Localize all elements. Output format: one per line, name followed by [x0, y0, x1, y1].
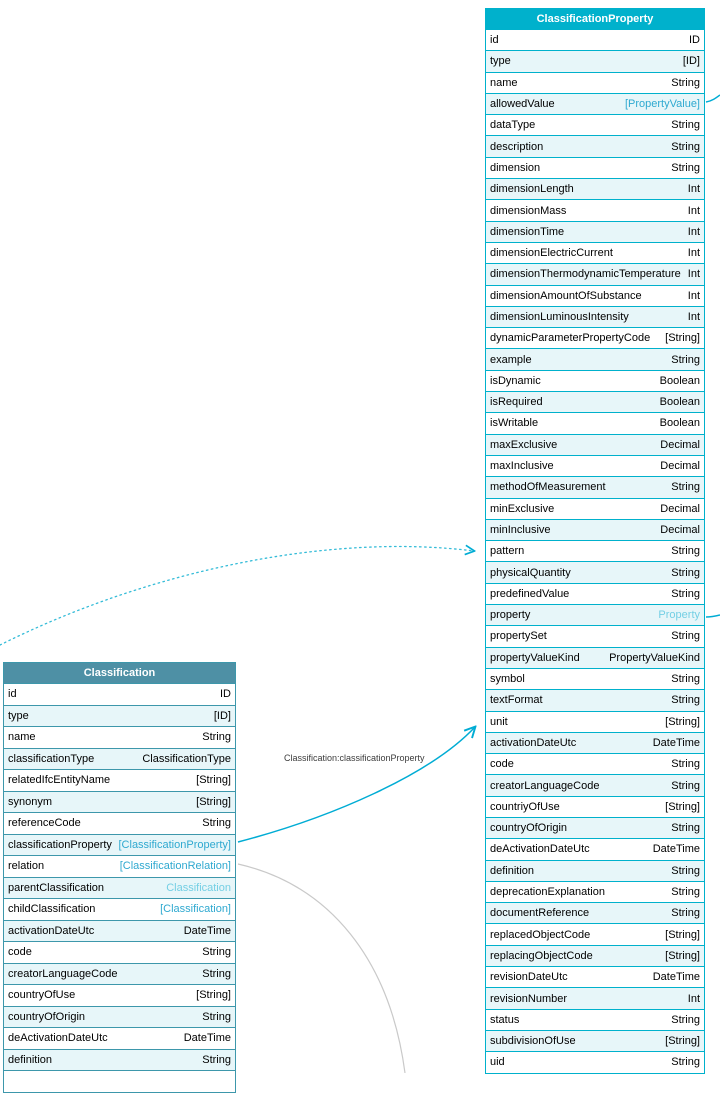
field-name: type: [490, 55, 511, 68]
field-name: synonym: [8, 795, 53, 808]
field-row[interactable]: [486, 263, 704, 284]
field-type: String: [671, 779, 700, 792]
field-name: status: [490, 1013, 520, 1026]
field-name: minExclusive: [490, 502, 555, 515]
field-name: dataType: [490, 119, 536, 132]
field-row[interactable]: [4, 705, 235, 727]
entity-classification-title[interactable]: Classification: [4, 663, 235, 683]
field-row[interactable]: [486, 945, 704, 966]
field-type: Decimal: [660, 460, 700, 473]
field-name: deActivationDateUtc: [8, 1032, 108, 1045]
field-row[interactable]: [486, 732, 704, 753]
field-name: deActivationDateUtc: [490, 843, 590, 856]
field-row[interactable]: [486, 923, 704, 944]
field-name: dimension: [490, 161, 541, 174]
field-name: countryOfOrigin: [8, 1010, 86, 1023]
field-name: revisionNumber: [490, 992, 568, 1005]
field-name: dimensionThermodynamicTemperature: [490, 268, 681, 281]
field-name: dimensionMass: [490, 204, 567, 217]
field-row[interactable]: [486, 285, 704, 306]
field-type: [String]: [196, 795, 231, 808]
field-type: String: [202, 1053, 231, 1066]
field-name: id: [8, 688, 17, 701]
field-row[interactable]: [4, 877, 235, 899]
field-name: code: [8, 946, 32, 959]
field-type: [String]: [196, 774, 231, 787]
field-type: ID: [220, 688, 231, 701]
field-type: Int: [687, 247, 700, 260]
field-name: allowedValue: [490, 98, 555, 111]
field-row[interactable]: [486, 1051, 704, 1072]
field-name: referenceCode: [8, 817, 81, 830]
field-row[interactable]: [486, 625, 704, 646]
edge-relation-curve: [238, 864, 405, 1073]
field-name: replacingObjectCode: [490, 949, 593, 962]
field-type: String: [671, 587, 700, 600]
field-type: String: [202, 946, 231, 959]
field-name: activationDateUtc: [8, 924, 95, 937]
edge-property-stub: [706, 615, 720, 617]
field-name: definition: [8, 1053, 53, 1066]
field-type: String: [671, 864, 700, 877]
field-type: DateTime: [183, 924, 231, 937]
field-name: activationDateUtc: [490, 736, 577, 749]
field-type: Int: [687, 289, 700, 302]
field-row[interactable]: [4, 683, 235, 705]
field-name: replacedObjectCode: [490, 928, 591, 941]
field-type-link[interactable]: Property: [658, 609, 700, 622]
field-name: classificationType: [8, 752, 95, 765]
field-row[interactable]: [486, 519, 704, 540]
field-row[interactable]: [486, 476, 704, 497]
field-name: dimensionLength: [490, 183, 574, 196]
edge-allowedvalue-stub: [706, 95, 720, 102]
field-type: ID: [689, 34, 700, 47]
field-row[interactable]: [486, 93, 704, 114]
field-name: pattern: [490, 545, 525, 558]
field-row[interactable]: [486, 391, 704, 412]
field-name: maxInclusive: [490, 460, 554, 473]
field-row[interactable]: [486, 583, 704, 604]
field-name: uid: [490, 1056, 505, 1069]
field-name: countryOfOrigin: [490, 822, 568, 835]
field-type: String: [671, 630, 700, 643]
field-name: predefinedValue: [490, 587, 570, 600]
field-type: Int: [687, 183, 700, 196]
field-type: String: [671, 140, 700, 153]
field-type: Boolean: [659, 374, 700, 387]
field-name: name: [490, 76, 518, 89]
field-row[interactable]: [486, 1009, 704, 1030]
field-type: [String]: [665, 715, 700, 728]
field-type: DateTime: [183, 1032, 231, 1045]
field-type: String: [671, 822, 700, 835]
entity-classificationproperty[interactable]: [485, 8, 705, 1074]
field-type: String: [671, 1013, 700, 1026]
field-row[interactable]: [486, 412, 704, 433]
field-row[interactable]: [486, 711, 704, 732]
field-name: symbol: [490, 673, 525, 686]
field-name: minInclusive: [490, 523, 551, 536]
field-name: name: [8, 731, 36, 744]
entity-classification-rows: [4, 683, 235, 1092]
field-type: [String]: [665, 1035, 700, 1048]
field-name: dynamicParameterPropertyCode: [490, 332, 651, 345]
field-type-link[interactable]: Classification: [166, 881, 231, 894]
field-type: Decimal: [660, 438, 700, 451]
field-type: String: [671, 76, 700, 89]
field-row[interactable]: [486, 796, 704, 817]
field-name: physicalQuantity: [490, 566, 571, 579]
field-type: Decimal: [660, 523, 700, 536]
field-row[interactable]: [486, 114, 704, 135]
field-type: String: [671, 673, 700, 686]
field-type: [String]: [665, 800, 700, 813]
field-row[interactable]: [486, 178, 704, 199]
field-row[interactable]: [4, 1049, 235, 1071]
field-type: [ID]: [682, 55, 700, 68]
field-type: String: [671, 1056, 700, 1069]
field-type-link[interactable]: [PropertyValue]: [624, 98, 700, 111]
field-row[interactable]: [486, 157, 704, 178]
field-type: PropertyValueKind: [609, 651, 700, 664]
field-row[interactable]: [4, 791, 235, 813]
field-row[interactable]: [486, 561, 704, 582]
field-type: ClassificationType: [142, 752, 231, 765]
field-type: Int: [687, 311, 700, 323]
field-name: description: [490, 140, 544, 153]
field-row[interactable]: [486, 817, 704, 838]
field-name: relation: [8, 860, 45, 873]
field-name: relatedIfcEntityName: [8, 774, 111, 787]
field-row[interactable]: [4, 941, 235, 963]
field-row[interactable]: [4, 855, 235, 877]
field-name: maxExclusive: [490, 438, 558, 451]
field-name: dimensionAmountOfSubstance: [490, 289, 642, 302]
field-row[interactable]: [4, 1070, 235, 1092]
field-row[interactable]: [486, 434, 704, 455]
field-type: String: [202, 967, 231, 980]
entity-classificationproperty-rows: [486, 29, 704, 1073]
field-type: String: [202, 1010, 231, 1023]
field-name: classificationProperty: [8, 838, 112, 851]
field-type: String: [671, 119, 700, 132]
field-name: creatorLanguageCode: [8, 967, 118, 980]
field-type: String: [671, 545, 700, 558]
field-row[interactable]: [4, 1006, 235, 1028]
field-type: [String]: [665, 928, 700, 941]
field-row[interactable]: [4, 920, 235, 942]
field-name: subdivisionOfUse: [490, 1035, 576, 1048]
edge-label: Classification:classificationProperty: [284, 753, 425, 763]
field-row[interactable]: [486, 370, 704, 391]
field-name: deprecationExplanation: [490, 886, 605, 899]
field-type: [String]: [196, 989, 231, 1002]
entity-classificationproperty-title[interactable]: ClassificationProperty: [486, 9, 704, 29]
field-type: String: [202, 731, 231, 744]
edge-classificationproperty-association: [238, 727, 475, 842]
field-name: dimensionElectricCurrent: [490, 247, 613, 260]
field-type-link[interactable]: [ClassificationRelation]: [119, 860, 231, 873]
field-type: String: [202, 817, 231, 830]
field-row[interactable]: [4, 748, 235, 770]
field-row[interactable]: [486, 604, 704, 625]
field-type: DateTime: [652, 843, 700, 856]
field-row[interactable]: [4, 812, 235, 834]
field-type: Int: [687, 268, 700, 281]
field-row[interactable]: [4, 984, 235, 1006]
field-row[interactable]: [4, 726, 235, 748]
edge-dotted-classification-to-pattern: [0, 547, 474, 645]
field-row[interactable]: [4, 834, 235, 856]
field-type: [ID]: [213, 709, 231, 722]
field-type: String: [671, 161, 700, 174]
field-type: String: [671, 907, 700, 920]
field-row[interactable]: [486, 987, 704, 1008]
field-name: dimensionLuminousIntensity: [490, 311, 629, 323]
field-name: parentClassification: [8, 881, 104, 894]
field-row[interactable]: [486, 221, 704, 242]
field-name: propertyValueKind: [490, 651, 580, 664]
entity-classification[interactable]: [3, 662, 236, 1093]
field-type: Int: [687, 204, 700, 217]
field-row[interactable]: [486, 242, 704, 263]
field-name: code: [490, 758, 514, 771]
field-name: example: [490, 353, 532, 366]
field-row[interactable]: [486, 774, 704, 795]
field-type-link[interactable]: [Classification]: [160, 903, 231, 916]
field-row[interactable]: [486, 540, 704, 561]
field-row[interactable]: [486, 668, 704, 689]
field-row[interactable]: [486, 306, 704, 327]
field-name: documentReference: [490, 907, 590, 920]
field-row[interactable]: [486, 966, 704, 987]
field-row[interactable]: [486, 689, 704, 710]
field-type-link[interactable]: [ClassificationProperty]: [118, 838, 231, 851]
field-row[interactable]: [4, 769, 235, 791]
field-row[interactable]: [486, 72, 704, 93]
field-name: methodOfMeasurement: [490, 481, 606, 494]
field-type: DateTime: [652, 736, 700, 749]
field-name: unit: [490, 715, 508, 728]
field-type: Boolean: [659, 396, 700, 409]
field-row[interactable]: [4, 1027, 235, 1049]
field-type: [String]: [665, 332, 700, 345]
field-name: isDynamic: [490, 374, 541, 387]
field-name: dimensionTime: [490, 225, 565, 238]
field-type: Boolean: [659, 417, 700, 430]
field-type: String: [671, 481, 700, 494]
field-name: countriyOfUse: [490, 800, 560, 813]
field-row[interactable]: [486, 29, 704, 50]
field-row[interactable]: [4, 898, 235, 920]
field-row[interactable]: [486, 348, 704, 369]
field-name: creatorLanguageCode: [490, 779, 600, 792]
field-row[interactable]: [486, 881, 704, 902]
field-type: Int: [687, 225, 700, 238]
field-type: Decimal: [660, 502, 700, 515]
field-type: String: [671, 694, 700, 707]
field-name: id: [490, 34, 499, 47]
field-name: isRequired: [490, 396, 543, 409]
field-name: isWritable: [490, 417, 539, 430]
field-row[interactable]: [4, 963, 235, 985]
field-row[interactable]: [486, 1030, 704, 1051]
field-row[interactable]: [486, 455, 704, 476]
field-name: type: [8, 709, 29, 722]
field-row[interactable]: [486, 753, 704, 774]
field-row[interactable]: [486, 135, 704, 156]
field-type: String: [671, 886, 700, 899]
field-type: DateTime: [652, 971, 700, 984]
field-type: String: [671, 758, 700, 771]
field-row[interactable]: [486, 327, 704, 348]
field-type: String: [671, 353, 700, 366]
field-type: [String]: [665, 949, 700, 962]
field-row[interactable]: [486, 498, 704, 519]
field-name: propertySet: [490, 630, 547, 643]
field-row[interactable]: [486, 647, 704, 668]
field-row[interactable]: [486, 838, 704, 859]
field-name: childClassification: [8, 903, 96, 916]
field-name: property: [490, 609, 531, 622]
field-row[interactable]: [486, 199, 704, 220]
field-type: String: [671, 566, 700, 579]
field-name: countryOfUse: [8, 989, 76, 1002]
field-name: definition: [490, 864, 535, 877]
field-row[interactable]: [486, 860, 704, 881]
field-type: Int: [687, 992, 700, 1005]
field-row[interactable]: [486, 50, 704, 71]
field-name: revisionDateUtc: [490, 971, 568, 984]
field-row[interactable]: [486, 902, 704, 923]
field-name: textFormat: [490, 694, 543, 707]
